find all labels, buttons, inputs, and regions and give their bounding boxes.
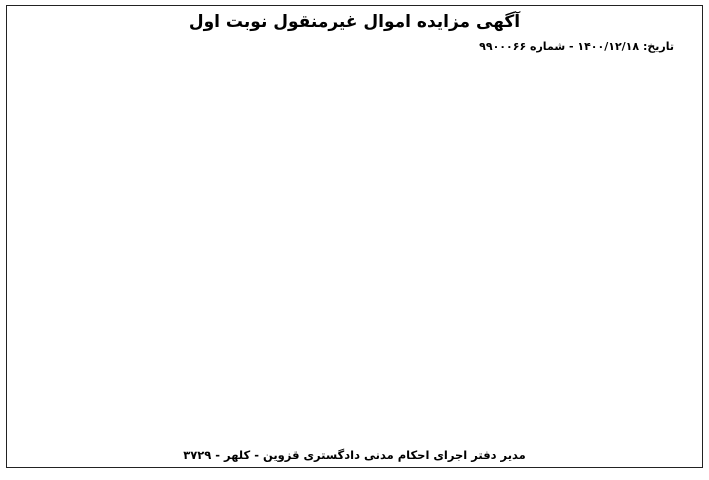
notice-title: آگهی مزایده اموال غیرمنقول نوبت اول <box>188 12 521 32</box>
notice-body-text <box>21 58 688 441</box>
notice-body <box>21 58 688 441</box>
notice-footer: مدیر دفتر اجرای احکام مدنی دادگستری قزوین - کلهر - ۳۷۲۹ <box>183 448 526 462</box>
auction-notice <box>6 5 703 468</box>
notice-date-reference: تاریخ: ۱۴۰۰/۱۲/۱۸ - شماره ۹۹۰۰۰۶۶ <box>479 40 674 53</box>
